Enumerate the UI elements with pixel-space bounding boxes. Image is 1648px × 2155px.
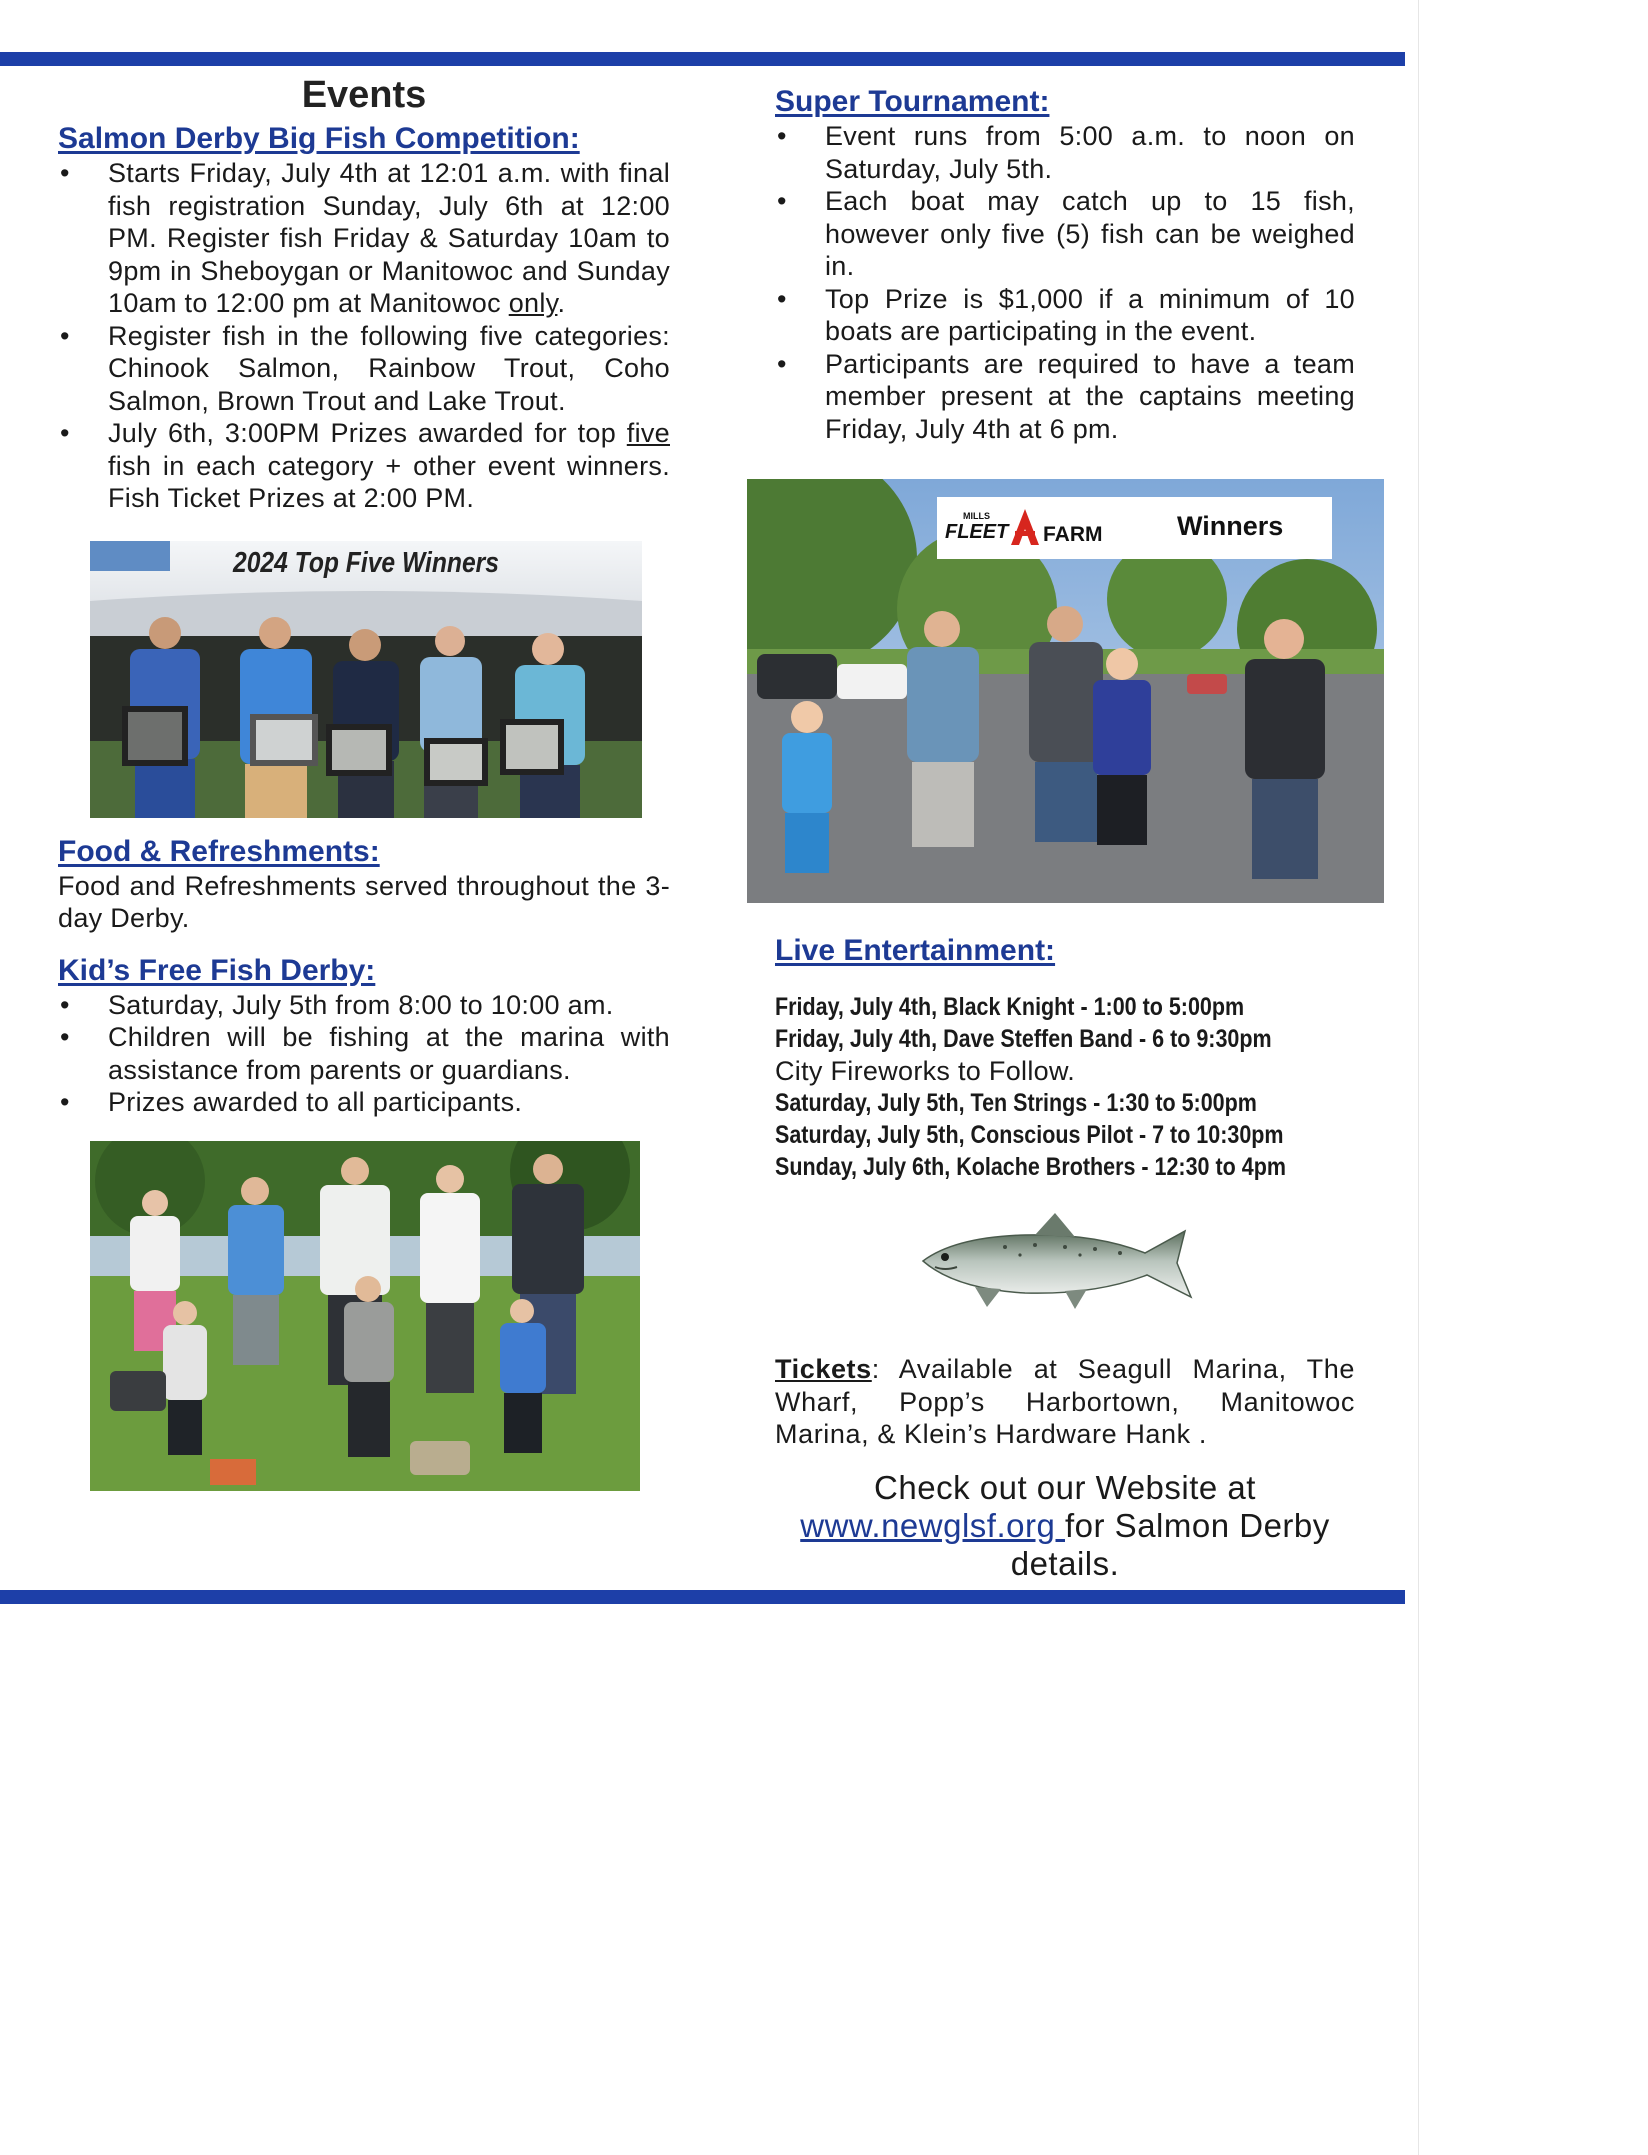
kids-derby-photo xyxy=(90,1141,640,1491)
super-tournament-heading: Super Tournament: xyxy=(775,85,1050,118)
salmon-icon xyxy=(915,1209,1205,1319)
top-five-caption: 2024 Top Five Winners xyxy=(233,546,499,579)
fleet-farm-winners-photo xyxy=(747,479,1384,903)
salmon-derby-list xyxy=(58,157,670,515)
entertainment-line: Friday, July 4th, Black Knight - 1:00 to 5:00pm xyxy=(775,993,1245,1021)
tickets-label: Tickets xyxy=(775,1354,872,1384)
entertainment-line: Saturday, July 5th, Ten Strings - 1:30 to 5:00pm xyxy=(775,1089,1257,1117)
food-text: Food and Refreshments served throughout the 3-day Derby. xyxy=(58,870,670,933)
fleet-farm-logo-icon xyxy=(1007,505,1043,551)
fleet-farm-logo: MILLS FLEET FARM xyxy=(945,505,1145,551)
list-item: • Saturday, July 5th from 8:00 to 10:00 am. xyxy=(58,989,670,1022)
kids-derby-list xyxy=(58,989,670,1119)
super-tournament-list xyxy=(775,120,1355,445)
top-blue-rule xyxy=(0,52,1405,66)
top-five-winners-photo xyxy=(90,541,642,818)
kids-derby-heading: Kid’s Free Fish Derby: xyxy=(58,953,376,987)
right-column xyxy=(775,84,1355,1583)
list-item: • Prizes awarded to all participants. xyxy=(58,1086,670,1119)
entertainment-line: Friday, July 4th, Dave Steffen Band - 6 to 9:30pm xyxy=(775,1025,1272,1053)
entertainment-line: Saturday, July 5th, Conscious Pilot - 7 to 10:30pm xyxy=(775,1121,1284,1149)
winners-label: Winners xyxy=(1177,511,1284,541)
tickets-info: Tickets: Available at Seagull Marina, The Wharf, Popp’s Harbortown, Manitowoc Marina, & Klein’s Hardware Hank . xyxy=(775,1354,1355,1449)
website-callout: Check out our Website at www.newglsf.org for Salmon Derby details. xyxy=(800,1468,1330,1582)
page-title: Events xyxy=(301,74,427,116)
list-item: • Event runs from 5:00 a.m. to noon on Saturday, July 5th. xyxy=(775,120,1355,185)
list-item: • Top Prize is $1,000 if a minimum of 10 boats are participating in the event. xyxy=(775,283,1355,348)
list-item: • Starts Friday, July 4th at 12:01 a.m. with final fish registration Sunday, July 6th at 12:00 PM. Register fish Friday & Saturday 10am to 9pm in Sheboygan or Manitowoc and Sunday 10am to 12:00 pm at Manitowoc only. xyxy=(58,157,670,320)
website-link[interactable]: www.newglsf.org xyxy=(800,1506,1065,1544)
entertainment-line: Sunday, July 6th, Kolache Brothers - 12:30 to 4pm xyxy=(775,1153,1286,1181)
list-item: • Register fish in the following five categories: Chinook Salmon, Rainbow Trout, Coho Salmon, Brown Trout and Lake Trout. xyxy=(58,320,670,418)
entertainment-line: City Fireworks to Follow. xyxy=(775,1056,1076,1086)
left-column xyxy=(58,74,670,1491)
live-entertainment-heading: Live Entertainment: xyxy=(775,934,1056,967)
bottom-blue-rule xyxy=(0,1590,1405,1604)
list-item: • Participants are required to have a team member present at the captains meeting Friday, July 4th at 6 pm. xyxy=(775,348,1355,446)
list-item: • July 6th, 3:00PM Prizes awarded for top five fish in each category + other event winners. Fish Ticket Prizes at 2:00 PM. xyxy=(58,417,670,515)
list-item: • Each boat may catch up to 15 fish, however only five (5) fish can be weighed in. xyxy=(775,185,1355,283)
food-heading: Food & Refreshments: xyxy=(58,834,380,868)
list-item: • Children will be fishing at the marina with assistance from parents or guardians. xyxy=(58,1021,670,1086)
page-edge-line xyxy=(1418,0,1419,2155)
salmon-derby-heading: Salmon Derby Big Fish Competition: xyxy=(58,122,580,155)
